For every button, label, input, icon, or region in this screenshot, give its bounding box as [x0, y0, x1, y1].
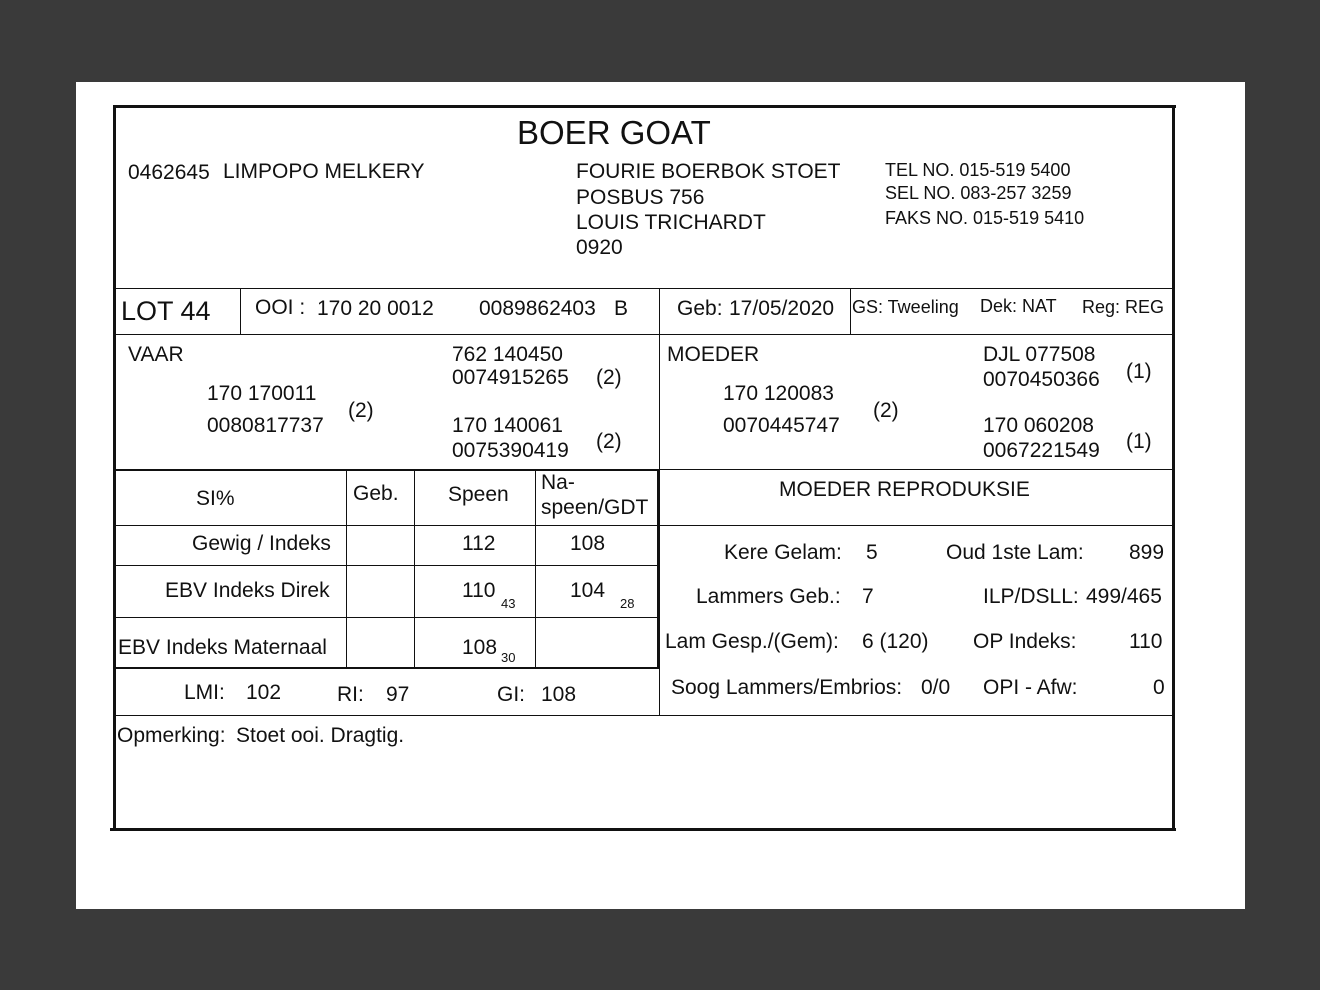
gs-field: GS: Tweeling [852, 297, 959, 317]
moeder-dam-count: (1) [1126, 430, 1152, 453]
divider [659, 288, 660, 716]
gesp-value: 6 (120) [862, 630, 929, 653]
divider [115, 715, 1173, 716]
moeder-sire-count: (1) [1126, 360, 1152, 383]
gi-label: GI: [497, 683, 526, 706]
moeder-dam-id: 0067221549 [983, 439, 1100, 462]
moeder-sire-number: DJL 077508 [983, 343, 1096, 366]
ilp-value: 499/465 [1086, 585, 1162, 608]
divider [240, 288, 241, 334]
stud-line: FOURIE BOERBOK STOET [576, 160, 841, 183]
vaar-id: 0080817737 [207, 414, 324, 437]
moeder-dam-number: 170 060208 [983, 414, 1094, 437]
lmi-value: 102 [246, 681, 282, 704]
moeder-sire-id: 0070450366 [983, 368, 1100, 391]
vaar-sire-id: 0074915265 [452, 366, 569, 389]
divider [657, 469, 659, 669]
stud-line: POSBUS 756 [576, 186, 705, 209]
divider [414, 471, 415, 668]
divider [850, 288, 851, 334]
vaar-dam-number: 170 140061 [452, 414, 563, 437]
si-row-label: EBV Indeks Direk [165, 579, 330, 602]
divider [115, 334, 1173, 335]
stud-line: LOUIS TRICHARDT [576, 211, 766, 234]
divider [115, 525, 1173, 526]
stud-line: 0920 [576, 236, 623, 259]
vaar-sire-count: (2) [596, 366, 622, 389]
lot-number: LOT 44 [121, 296, 211, 326]
divider [535, 471, 536, 668]
si-speen-accuracy: 30 [501, 650, 516, 665]
divider [346, 471, 347, 668]
soog-label: Soog Lammers/Embrios: [671, 676, 903, 699]
owner-number: 0462645 [128, 161, 210, 184]
divider [115, 565, 660, 566]
ooi-grade: B [614, 297, 629, 320]
ri-label: RI: [337, 683, 364, 706]
reg-field: Reg: REG [1082, 297, 1165, 317]
si-speen-value: 110 [462, 579, 496, 602]
kere-label: Kere Gelam: [724, 541, 842, 564]
si-naspeen-accuracy: 28 [620, 596, 635, 611]
vaar-sire-number: 762 140450 [452, 343, 563, 366]
frame-top [113, 105, 1176, 108]
si-header: speen/GDT [541, 496, 649, 519]
contact-line: TEL NO. 015-519 5400 [885, 160, 1071, 180]
reproduction-title: MOEDER REPRODUKSIE [779, 478, 1030, 501]
si-header: Speen [448, 483, 509, 506]
si-speen-value: 108 [462, 636, 498, 659]
divider [115, 469, 660, 471]
si-row-label: EBV Indeks Maternaal [118, 636, 327, 659]
moeder-id: 0070445747 [723, 414, 840, 437]
remarks-label: Opmerking: [117, 724, 226, 747]
lammers-value: 7 [862, 585, 874, 608]
frame-left [113, 105, 116, 831]
si-header: SI% [196, 487, 235, 510]
remarks-text: Stoet ooi. Dragtig. [236, 724, 405, 747]
birth-label: Geb: [677, 297, 723, 320]
moeder-label: MOEDER [667, 343, 760, 366]
frame-bottom [110, 828, 1176, 831]
owner-name: LIMPOPO MELKERY [223, 160, 425, 183]
moeder-count: (2) [873, 399, 899, 422]
oud-label: Oud 1ste Lam: [946, 541, 1084, 564]
contact-line: SEL NO. 083-257 3259 [885, 183, 1072, 203]
lammers-label: Lammers Geb.: [696, 585, 841, 608]
divider [115, 288, 1173, 289]
divider [115, 667, 660, 669]
vaar-label: VAAR [128, 343, 184, 366]
ooi-label: OOI : [255, 296, 306, 319]
ri-value: 97 [386, 683, 410, 706]
si-speen-value: 112 [462, 532, 496, 555]
dek-field: Dek: NAT [980, 296, 1057, 316]
ilp-label: ILP/DSLL: [983, 585, 1079, 608]
vaar-dam-id: 0075390419 [452, 439, 569, 462]
birth-date: 17/05/2020 [729, 297, 835, 320]
si-header: Geb. [353, 482, 399, 505]
opi-label: OPI - Afw: [983, 676, 1078, 699]
vaar-count: (2) [348, 399, 374, 422]
oud-value: 899 [1129, 541, 1165, 564]
kere-value: 5 [866, 541, 878, 564]
si-speen-accuracy: 43 [501, 596, 516, 611]
op-label: OP Indeks: [973, 630, 1077, 653]
vaar-dam-count: (2) [596, 430, 622, 453]
lmi-label: LMI: [184, 681, 225, 704]
contact-line: FAKS NO. 015-519 5410 [885, 208, 1085, 228]
si-naspeen-value: 108 [570, 532, 606, 555]
divider [115, 617, 660, 618]
moeder-number: 170 120083 [723, 382, 834, 405]
ooi-id: 0089862403 [479, 297, 596, 320]
soog-value: 0/0 [921, 676, 951, 699]
ooi-number: 170 20 0012 [317, 297, 434, 320]
gi-value: 108 [541, 683, 577, 706]
divider [660, 469, 1173, 470]
vaar-number: 170 170011 [207, 382, 317, 405]
si-header: Na- [541, 471, 575, 494]
op-value: 110 [1129, 630, 1163, 653]
si-row-label: Gewig / Indeks [192, 532, 331, 555]
frame-right [1172, 105, 1175, 831]
gesp-label: Lam Gesp./(Gem): [665, 630, 839, 653]
opi-value: 0 [1153, 676, 1165, 699]
card-title: BOER GOAT [517, 114, 711, 151]
si-naspeen-value: 104 [570, 579, 606, 602]
